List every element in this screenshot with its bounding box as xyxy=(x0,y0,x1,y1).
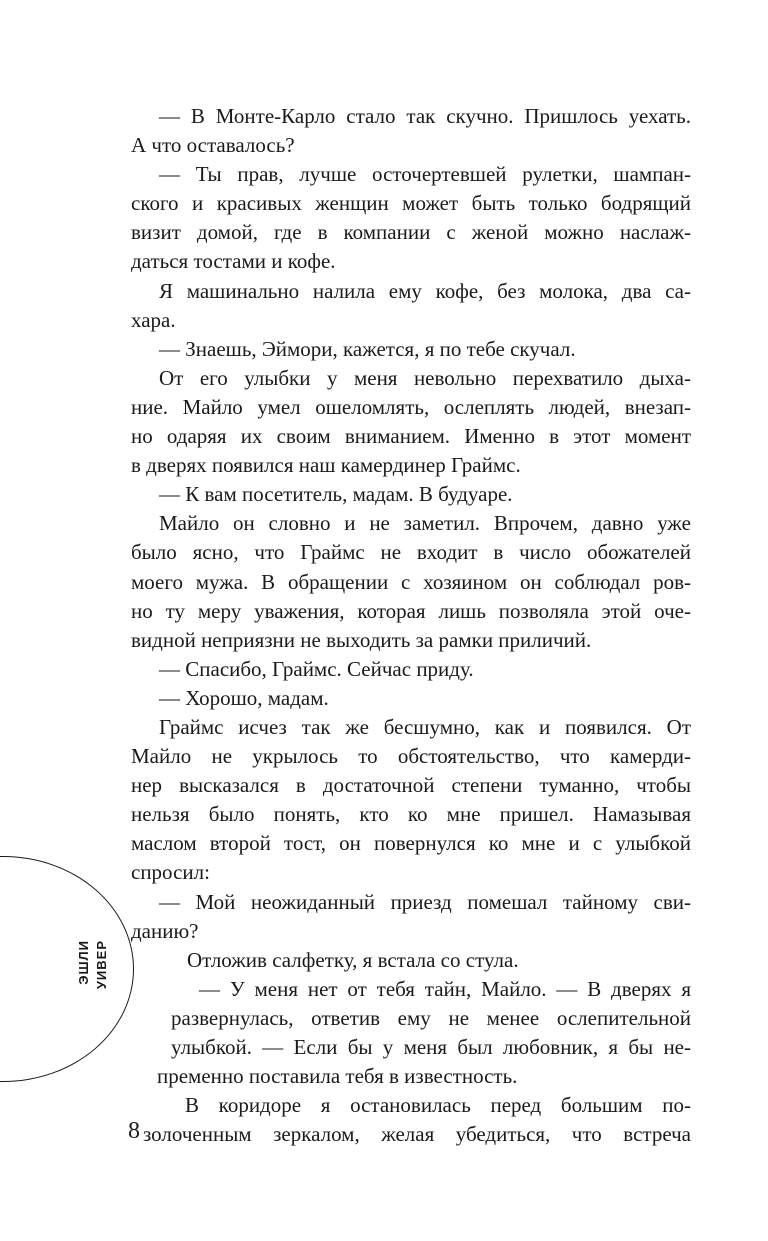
author-last-name: УИВЕР xyxy=(94,940,109,990)
text-line: — В Монте-Карло стало так скучно. Пришлось уехать. xyxy=(159,104,691,128)
text-line: — Знаешь, Эймори, кажется, я по тебе скучал. xyxy=(159,336,576,361)
text-line: было ясно, что Граймс не входит в число обожателей xyxy=(131,540,691,565)
text-line: маслом второй тост, он повернулся ко мне и с улыбкой xyxy=(131,831,691,856)
text-line: — Ты прав, лучше осточертевшей рулетки, шампан- xyxy=(159,162,691,187)
text-line: даться тостами и кофе. xyxy=(131,249,336,274)
text-line: нельзя было понять, кто ко мне пришел. Намазывая xyxy=(131,802,691,827)
text-line: золоченным зеркалом, желая убедиться, что встреча xyxy=(143,1122,691,1147)
text-line: Отложив салфетку, я встала со стула. xyxy=(187,947,519,972)
text-line: улыбкой. — Если бы у меня был любовник, я бы не- xyxy=(171,1035,691,1059)
page-number: 8 xyxy=(128,1118,140,1144)
text-line: хара. xyxy=(131,307,176,332)
text-line: нер высказался в достаточной степени туманно, чтобы xyxy=(131,773,691,798)
text-line: Граймс исчез так же бесшумно, как и появился. От xyxy=(159,714,691,739)
text-line: — Мой неожиданный приезд помешал тайному сви- xyxy=(159,889,691,914)
text-line: — К вам посетитель, мадам. В будуаре. xyxy=(159,482,513,507)
body-text xyxy=(131,102,691,1149)
text-line: В коридоре я остановилась перед большим по- xyxy=(185,1093,691,1118)
running-head-author xyxy=(62,920,122,1010)
text-line: но одаряя их своим вниманием. Именно в этот момент xyxy=(131,424,691,449)
text-line: данию? xyxy=(131,918,199,943)
text-line: А что оставалось? xyxy=(131,133,295,158)
text-line: Майло он словно и не заметил. Впрочем, давно уже xyxy=(159,511,691,536)
text-line: ского и красивых женщин может быть только бодрящий xyxy=(131,191,691,216)
text-line: моего мужа. В обращении с хозяином он соблюдал ров- xyxy=(131,569,691,594)
text-line: но ту меру уважения, которая лишь позволяла этой оче- xyxy=(131,598,691,623)
text-line: ние. Майло умел ошеломлять, ослеплять людей, внезап- xyxy=(131,394,691,419)
text-line: спросил: xyxy=(131,860,210,885)
author-first-name: ЭШЛИ xyxy=(76,940,91,985)
text-line: в дверях появился наш камердинер Граймс. xyxy=(131,453,521,478)
text-line: Майло не укрылось то обстоятельство, что камерди- xyxy=(131,744,691,769)
text-line: визит домой, где в компании с женой можно наслаж- xyxy=(131,220,691,245)
text-line: От его улыбки у меня невольно перехватило дыха- xyxy=(159,365,691,390)
text-line: развернулась, ответив ему не менее ослепительной xyxy=(171,1005,691,1030)
text-line: видной неприязни не выходить за рамки приличий. xyxy=(131,627,592,652)
text-line: — У меня нет от тебя тайн, Майло. — В дверях я xyxy=(199,976,691,1001)
text-line: — Хорошо, мадам. xyxy=(159,685,329,710)
text-line: Я машинально налила ему кофе, без молока, два са- xyxy=(159,278,691,303)
text-line: — Спасибо, Граймс. Сейчас приду. xyxy=(159,656,474,681)
text-line: пременно поставила тебя в известность. xyxy=(157,1064,518,1089)
